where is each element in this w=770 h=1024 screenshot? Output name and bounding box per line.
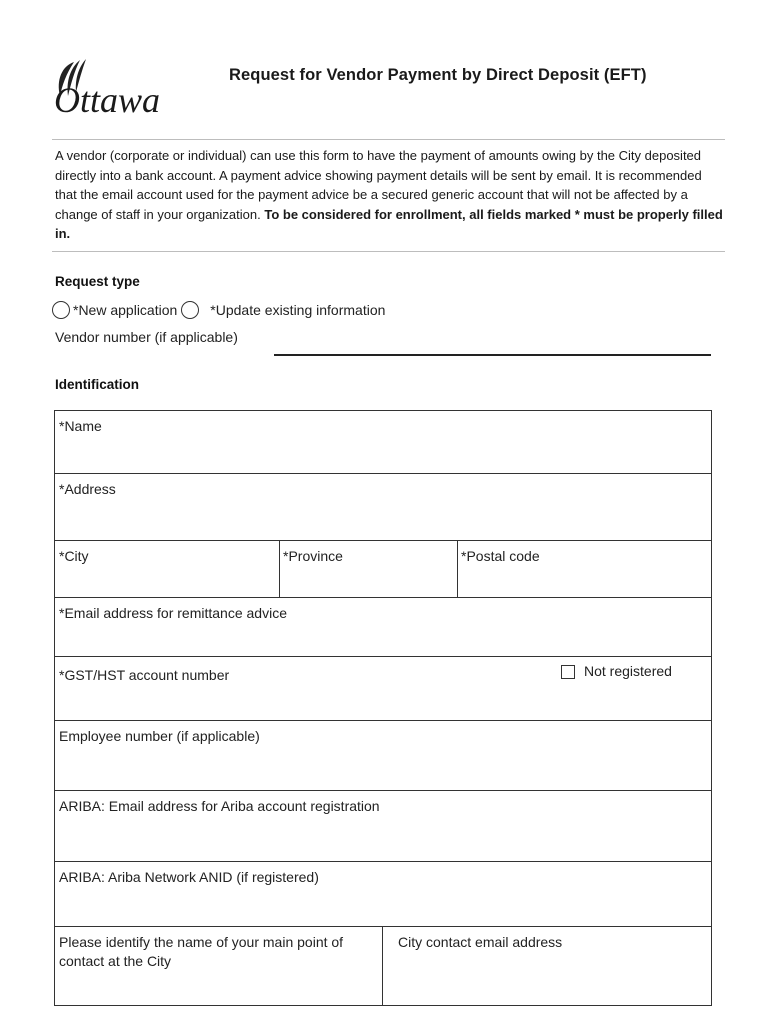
contact-name-label: Please identify the name of your main point of contact at the City xyxy=(59,934,344,969)
intro-bold-text: To be considered for enrollment, all fields marked * must be properly filled in. xyxy=(55,206,723,242)
email-label: *Email address for remittance advice xyxy=(59,605,287,621)
city-label: *City xyxy=(59,548,89,564)
new-application-label: *New application xyxy=(73,302,178,318)
contact-email-field[interactable] xyxy=(382,927,711,1005)
vendor-number-input[interactable] xyxy=(274,354,711,356)
name-label: *Name xyxy=(59,418,102,434)
ottawa-logo xyxy=(52,56,202,118)
province-label: *Province xyxy=(283,548,343,564)
column-divider xyxy=(382,927,383,1005)
postal-code-label: *Postal code xyxy=(461,548,540,564)
update-information-radio[interactable] xyxy=(181,301,199,319)
ariba-email-label: ARIBA: Email address for Ariba account registration xyxy=(59,798,380,814)
name-field[interactable] xyxy=(55,411,711,474)
update-information-label: *Update existing information xyxy=(210,302,386,318)
city-field[interactable] xyxy=(55,541,279,598)
divider xyxy=(52,139,725,140)
vendor-number-label: Vendor number (if applicable) xyxy=(55,329,238,345)
province-field[interactable] xyxy=(279,541,457,598)
employee-number-label: Employee number (if applicable) xyxy=(59,728,260,744)
svg-text:Ottawa: Ottawa xyxy=(54,80,161,118)
not-registered-checkbox[interactable] xyxy=(561,665,575,679)
ariba-email-field[interactable] xyxy=(55,791,711,862)
employee-number-field[interactable] xyxy=(55,721,711,791)
identification-heading: Identification xyxy=(55,377,139,392)
column-divider xyxy=(279,541,280,598)
address-field[interactable] xyxy=(55,474,711,541)
postal-code-field[interactable] xyxy=(457,541,711,598)
ariba-anid-field[interactable] xyxy=(55,862,711,927)
identification-table xyxy=(54,410,712,1006)
intro-text: A vendor (corporate or individual) can use this form to have the payment of amounts owing by the City deposited directly into a bank account. A payment advice showing payment details will be sent by email. It is recommended that the email account used for the payment advice be a secured generic account that will not be affected by a change of staff in your organization. xyxy=(55,148,702,222)
intro-paragraph xyxy=(55,146,725,244)
gst-hst-field[interactable] xyxy=(55,657,711,721)
request-type-heading: Request type xyxy=(55,274,140,289)
contact-email-label: City contact email address xyxy=(398,934,563,950)
email-field[interactable] xyxy=(55,598,711,657)
request-type-options xyxy=(52,298,389,322)
column-divider xyxy=(457,541,458,598)
contact-name-field[interactable] xyxy=(55,927,382,1005)
divider xyxy=(52,251,725,252)
address-label: *Address xyxy=(59,481,116,497)
new-application-radio[interactable] xyxy=(52,301,70,319)
form-title: Request for Vendor Payment by Direct Deposit (EFT) xyxy=(229,66,647,84)
not-registered-label: Not registered xyxy=(584,663,672,679)
ariba-anid-label: ARIBA: Ariba Network ANID (if registered) xyxy=(59,869,319,885)
gst-hst-label: *GST/HST account number xyxy=(59,667,230,683)
